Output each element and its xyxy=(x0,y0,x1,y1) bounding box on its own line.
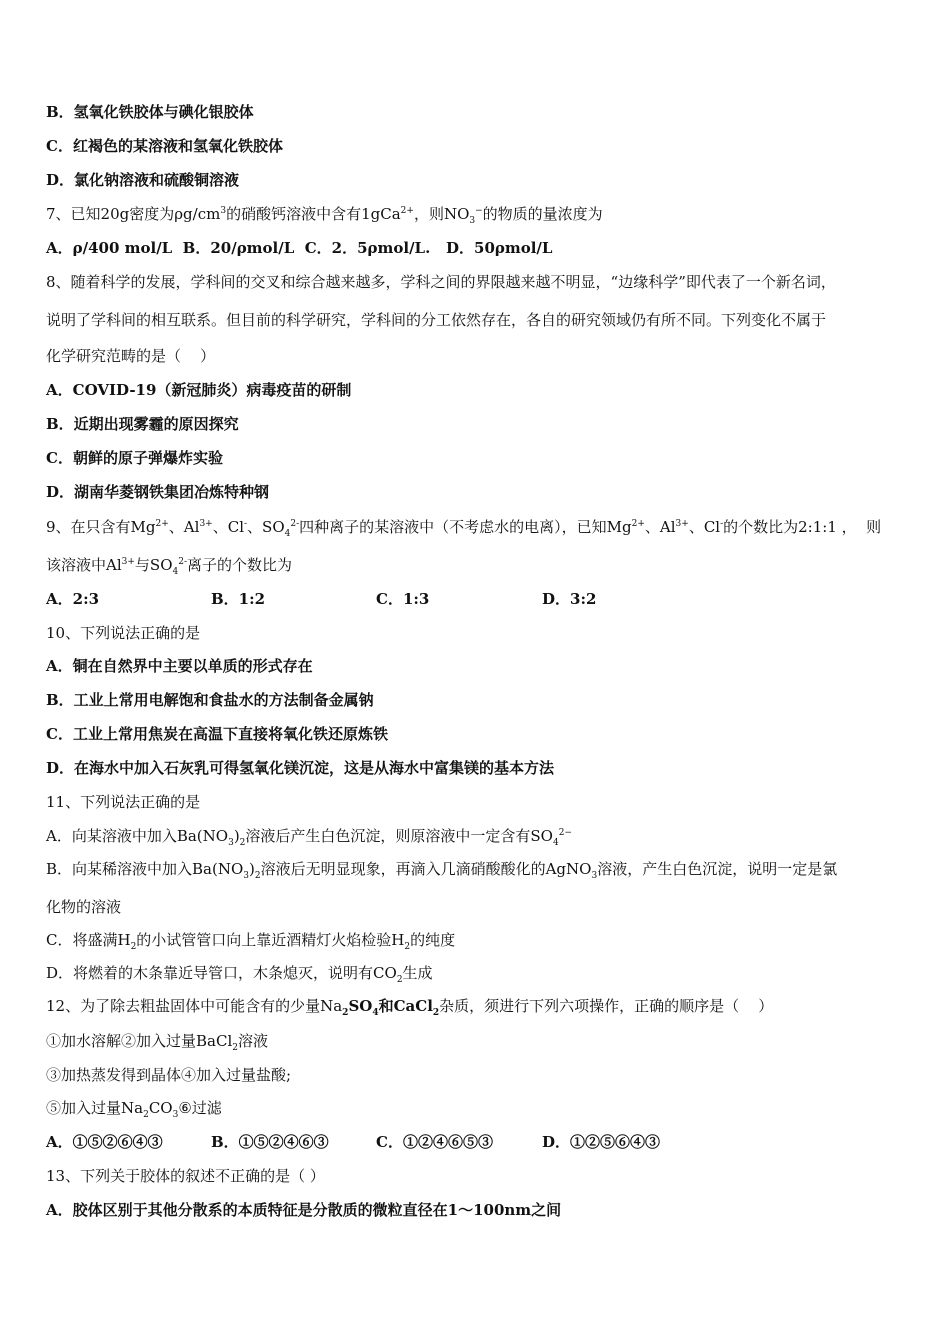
q12-options xyxy=(46,1132,906,1152)
q12-option-c: C．①②④⑥⑤③ xyxy=(376,1133,493,1151)
q12-step-line3: ⑤加入过量$Na_2CO_3⑥$过滤 xyxy=(46,1099,222,1120)
q11-option-b-line2: 化物的溶液 xyxy=(46,898,122,916)
q12-stem: 12、为了除去粗盐固体中可能含有的少量$Na_2SO_4$和CaCl$_2$杂质，须进行下列六项操作，正确的顺序是（ ） xyxy=(46,997,774,1018)
q10-option-c: C．工业上常用焦炭在高温下直接将氧化铁还原炼铁 xyxy=(46,725,388,743)
q12-option-d: D．①②⑤⑥④③ xyxy=(542,1133,661,1151)
q6-option-d: D．氯化钠溶液和硫酸铜溶液 xyxy=(46,171,240,189)
q9-option-a: A．2:3 xyxy=(46,590,100,608)
q7-stem: 7、已知20g密度为$\rho g/cm^3$的硝酸钙溶液中含有1gCa$^{2+}$，则$NO_3^-$的物质的量浓度为 xyxy=(46,205,603,226)
q9-stem-line2: 该溶液中$Al^{3+}$与$SO_4^{2-}$离子的个数比为 xyxy=(46,556,293,577)
q10-option-a: A．铜在自然界中主要以单质的形式存在 xyxy=(46,657,313,675)
q11-option-a: A．向某溶液中加入$Ba(NO_3)_2$溶液后产生白色沉淀，则原溶液中一定含有$SO_4^{2-}$ xyxy=(46,827,572,848)
q8-stem-line1: 8、随着科学的发展，学科间的交叉和综合越来越多，学科之间的界限越来越不明显，“边缘科学”即代表了一个新名词， xyxy=(46,273,836,291)
q9-stem-line1: 9、在只含有$Mg^{2+}$、$Al^{3+}$、Cl-、$SO_4^{2-}$四种离子的某溶液中（不考虑水的电离），已知$Mg^{2+}$、$Al^{3+}$、Cl-的个数比为2:1:1 ， 则 xyxy=(46,518,882,539)
q8-stem-line3: 化学研究范畴的是（ ） xyxy=(46,347,216,365)
q9-options xyxy=(46,589,906,609)
q10-option-d: D．在海水中加入石灰乳可得氢氧化镁沉淀，这是从海水中富集镁的基本方法 xyxy=(46,759,555,777)
q11-option-b-line1: B．向某稀溶液中加入$Ba(NO_3)_2$溶液后无明显现象，再滴入几滴硝酸酸化的AgNO$_3$溶液，产生白色沉淀，说明一定是氯 xyxy=(46,860,838,881)
q8-option-c: C．朝鲜的原子弹爆炸实验 xyxy=(46,449,223,467)
q10-option-b: B．工业上常用电解饱和食盐水的方法制备金属钠 xyxy=(46,691,374,709)
q8-option-d: D．湖南华菱钢铁集团冶炼特种钢 xyxy=(46,483,270,501)
q8-option-b: B．近期出现雾霾的原因探究 xyxy=(46,415,239,433)
q6-option-b: B．氢氧化铁胶体与碘化银胶体 xyxy=(46,103,254,121)
q11-option-d: D．将燃着的木条靠近导管口，木条熄灭，说明有$CO_2$生成 xyxy=(46,964,433,985)
q9-option-d: D．3:2 xyxy=(542,590,597,608)
q12-step-line2: ③加热蒸发得到晶体④加入过量盐酸; xyxy=(46,1066,292,1084)
q11-stem: 11、下列说法正确的是 xyxy=(46,793,201,811)
q8-stem-line2: 说明了学科间的相互联系。但目前的科学研究，学科间的分工依然存在，各自的研究领域仍有所不同。下列变化不属于 xyxy=(46,311,827,329)
q13-option-a: A．胶体区别于其他分散系的本质特征是分散质的微粒直径在1～100nm之间 xyxy=(46,1201,562,1219)
q12-option-a: A．①⑤②⑥④③ xyxy=(46,1133,163,1151)
q9-option-c: C．1:3 xyxy=(376,590,430,608)
q12-option-b: B．①⑤②④⑥③ xyxy=(211,1133,329,1151)
q12-step-line1: ①加水溶解②加入过量BaCl$_2$溶液 xyxy=(46,1032,268,1053)
q10-stem: 10、下列说法正确的是 xyxy=(46,624,201,642)
q13-stem: 13、下列关于胶体的叙述不正确的是（ ） xyxy=(46,1167,325,1185)
q9-option-b: B．1:2 xyxy=(211,590,266,608)
q7-options: A．ρ/400 mol/L B．20/ρmol/L C．2．5ρmol/L. D．50ρmol/L xyxy=(46,239,553,257)
q6-option-c: C．红褐色的某溶液和氢氧化铁胶体 xyxy=(46,137,283,155)
q8-option-a: A．COVID-19（新冠肺炎）病毒疫苗的研制 xyxy=(46,381,352,399)
q11-option-c: C．将盛满$H_2$的小试管管口向上靠近酒精灯火焰检验$H_2$的纯度 xyxy=(46,931,456,952)
